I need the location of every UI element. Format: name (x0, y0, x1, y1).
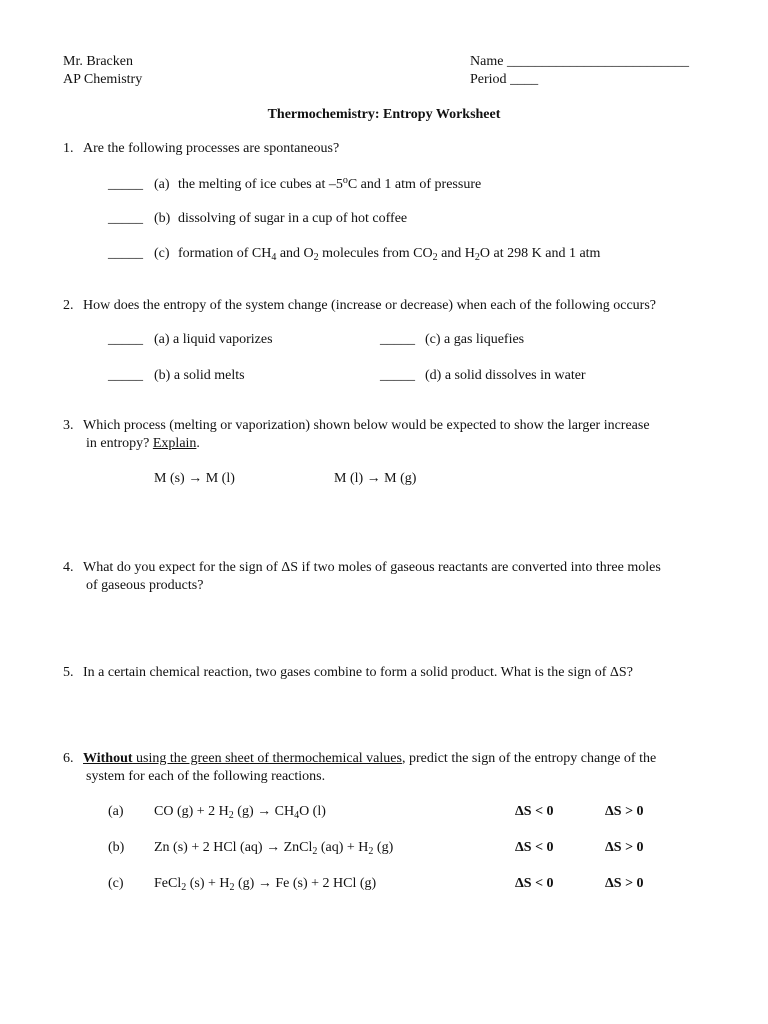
q1a-label: (a) (154, 177, 170, 192)
q2-number: 2. (63, 298, 74, 313)
q1b-text: dissolving of sugar in a cup of hot coffee (178, 211, 408, 226)
q6c-choice-positive[interactable]: ΔS > 0 (605, 876, 644, 891)
explain-word: Explain (152, 436, 197, 451)
q1c-blank[interactable]: _____ (108, 246, 143, 261)
q4-number: 4. (63, 560, 74, 575)
q5-number: 5. (63, 665, 74, 680)
q2c-text: (c) a gas liquefies (425, 332, 525, 347)
q2b-text: (b) a solid melts (154, 368, 245, 383)
q6c-reaction: FeCl$_2$ $(s) + H_2$ (g) → Fe (s) + 2 HCl (g) (154, 876, 377, 893)
q6a-choice-negative[interactable]: ΔS < 0 (515, 804, 554, 819)
without-word: Without (83, 751, 133, 766)
q1-number: 1. (63, 141, 74, 156)
period-blank[interactable]: ____ (510, 72, 539, 87)
q3-number: 3. (63, 418, 74, 433)
q6-text-line2: system for each of the following reactions. (86, 769, 326, 784)
q6-text-line1: Without using the green sheet of thermochemical values, predict the sign of the entropy change of the (83, 751, 657, 766)
q6-number: 6. (63, 751, 74, 766)
q5-text: In a certain chemical reaction, two gases combine to form a solid product. What is the sign of ΔS? (83, 665, 633, 680)
q2a-text: (a) a liquid vaporizes (154, 332, 273, 347)
period-label: Period (470, 72, 507, 87)
q3-text-line1: Which process (melting or vaporization) shown below would be expected to show the larger increase (83, 418, 650, 433)
q6b-label: (b) (108, 840, 125, 855)
q2a-blank[interactable]: _____ (108, 332, 143, 347)
worksheet-title: Thermochemistry: Entropy Worksheet (267, 107, 501, 122)
q1a-blank[interactable]: _____ (108, 177, 143, 192)
q6a-label: (a) (108, 804, 124, 819)
q1b-blank[interactable]: _____ (108, 211, 143, 226)
q6b-choice-positive[interactable]: ΔS > 0 (605, 840, 644, 855)
name-blank[interactable]: __________________________ (506, 54, 689, 69)
q1b-label: (b) (154, 211, 171, 226)
q6a-choice-positive[interactable]: ΔS > 0 (605, 804, 644, 819)
q6c-label: (c) (108, 876, 124, 891)
q3-equation-melting: M (s) → M (l) (154, 471, 235, 486)
q1-text: Are the following processes are spontaneous? (83, 141, 340, 156)
q6a-reaction: CO (g) + 2 $H_2$ $(g) \to CH_4O$ (l) (154, 804, 326, 821)
q6b-choice-negative[interactable]: ΔS < 0 (515, 840, 554, 855)
q3-equation-vaporization: M (l) → M (g) (334, 471, 417, 486)
name-label: Name (470, 54, 504, 69)
teacher-name: Mr. Bracken (63, 54, 133, 69)
q2d-blank[interactable]: _____ (380, 368, 415, 383)
q4-text-line2: of gaseous products? (86, 578, 204, 593)
name-field[interactable] (470, 53, 689, 71)
course-name: AP Chemistry (63, 72, 143, 87)
q1c-label: (c) (154, 246, 170, 261)
q2d-text: (d) a solid dissolves in water (425, 368, 586, 383)
q2b-blank[interactable]: _____ (108, 368, 143, 383)
q1a-text: the melting of ice cubes at –5$^o$C and 1 atm of pressure (178, 175, 482, 192)
q6b-reaction: Zn (s) + 2 HCl (aq) → ZnCl$_2$ $(aq) + H_2$ (g) (154, 840, 394, 857)
q2c-blank[interactable]: _____ (380, 332, 415, 347)
q3-text-line2: in entropy? Explain. (86, 436, 200, 451)
q6c-choice-negative[interactable]: ΔS < 0 (515, 876, 554, 891)
q1c-text: formation of $CH_4$ and $O_2$ molecules from $CO_2$ and $H_2O$ at 298 K and 1 atm (178, 246, 601, 263)
green-sheet-phrase: using the green sheet of thermochemical values (132, 751, 402, 766)
period-field[interactable] (470, 71, 538, 89)
q2-text: How does the entropy of the system change (increase or decrease) when each of the following occurs? (83, 298, 656, 313)
q4-text-line1: What do you expect for the sign of ΔS if two moles of gaseous reactants are converted into three moles (83, 560, 661, 575)
